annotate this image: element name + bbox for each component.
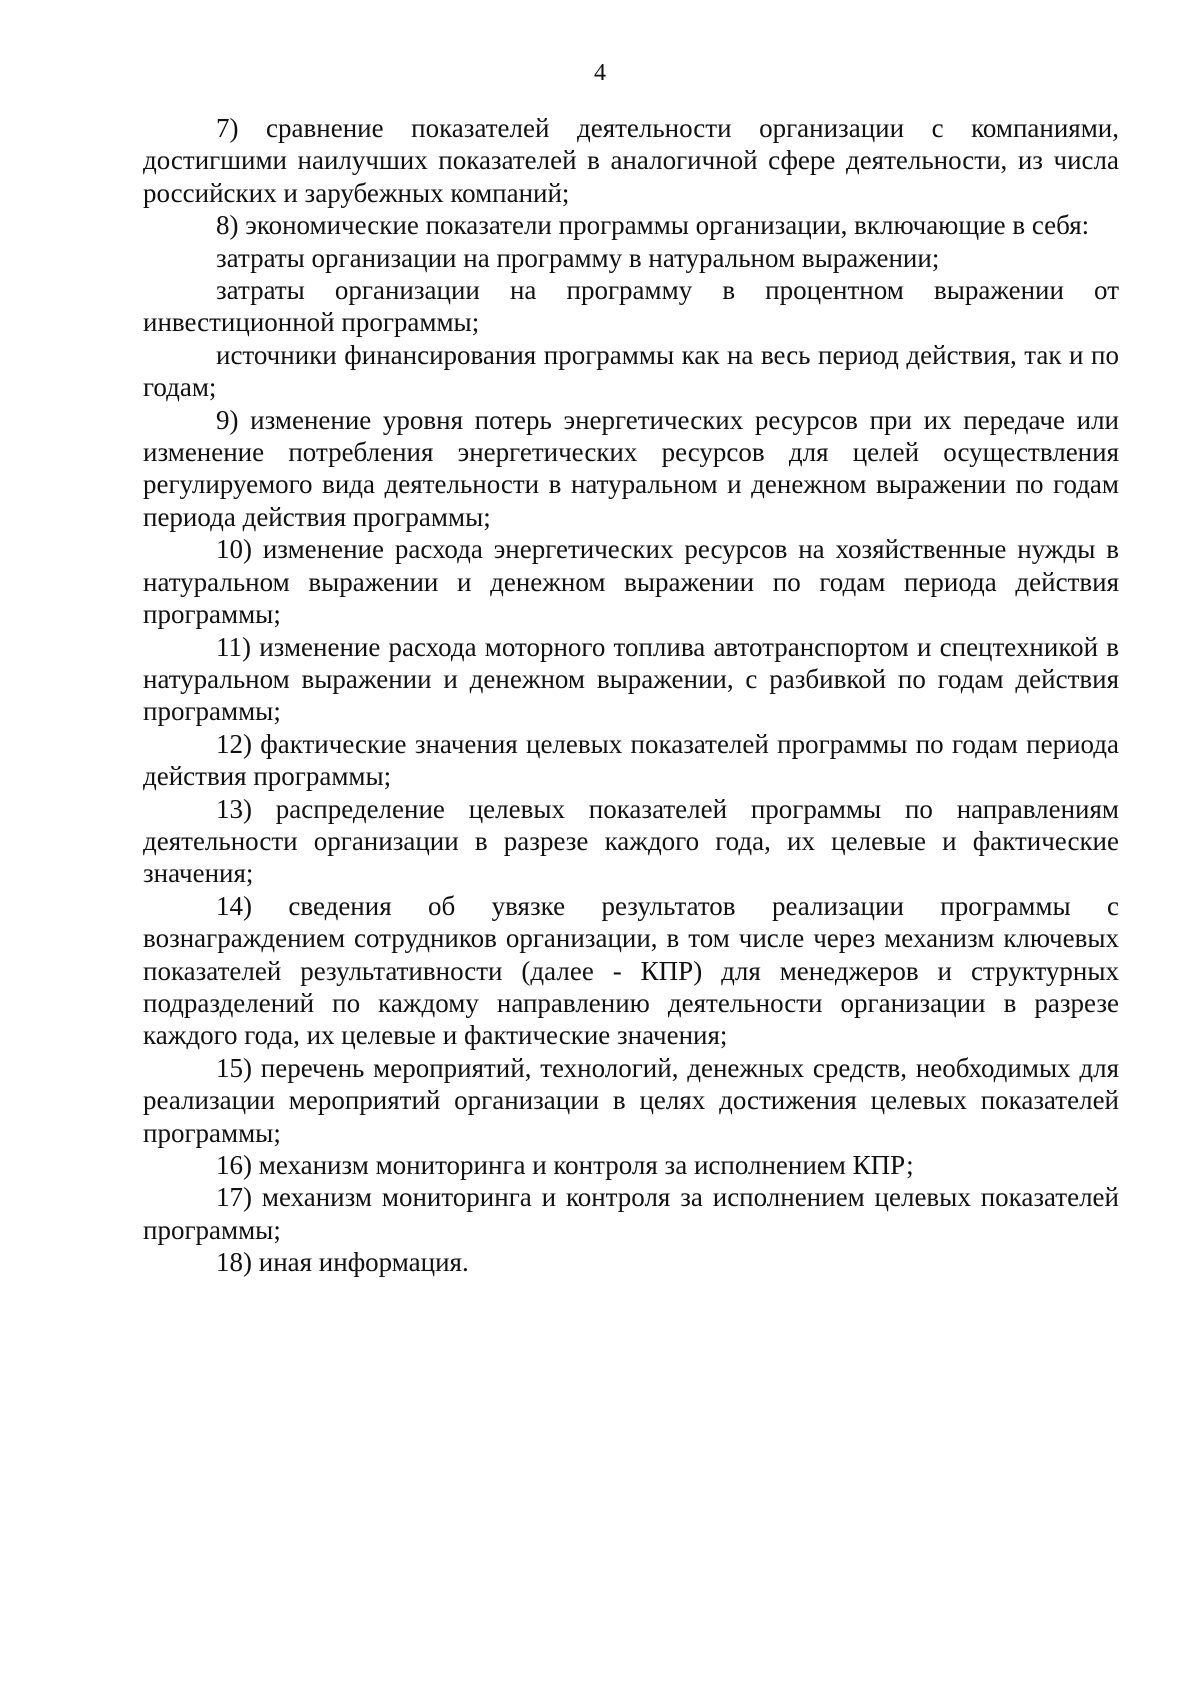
paragraph-item-18: 18) иная информация. (216, 1247, 469, 1278)
paragraph-item-17: 17) механизм мониторинга и контроля за исполнением целевых показателей программы; (143, 1182, 1119, 1245)
paragraph-item-9: 9) изменение уровня потерь энергетических ресурсов при их передаче или изменение потребления энергетических ресурсов для целей осуществления регулируемого вида деятельности в натуральном и денежном выражении по годам периода действия программы; (143, 404, 1119, 532)
paragraph-costs-percent: затраты организации на программу в процентном выражении от инвестиционной программы; (143, 275, 1119, 338)
paragraph-item-13: 13) распределение целевых показателей программы по направлениям деятельности организации в разрезе каждого года, их целевые и фактические значения; (143, 793, 1119, 889)
paragraph-item-16: 16) механизм мониторинга и контроля за исполнением КПР; (216, 1150, 914, 1180)
paragraph-item-10: 10) изменение расхода энергетических ресурсов на хозяйственные нужды в натуральном выражении и денежном выражении по годам периода действия программы; (143, 534, 1119, 630)
paragraph-item-8: 8) экономические показатели программы организации, включающие в себя: (216, 210, 1090, 241)
paragraph-item-14: 14) сведения об увязке результатов реализации программы с вознаграждением сотрудников организации, в том числе через механизм ключевых показателей результативности (далее - КПР) для менеджеров и структурных подразделений по каждому направлению деятельности организации в разрезе каждого года, их целевые и фактические значения; (143, 890, 1119, 1051)
paragraph-funding-sources: источники финансирования программы как на весь период действия, так и по годам; (143, 339, 1119, 403)
paragraph-item-15: 15) перечень мероприятий, технологий, денежных средств, необходимых для реализации мероприятий организации в целях достижения целевых показателей программы; (143, 1052, 1119, 1148)
paragraph-costs-natural: затраты организации на программу в натуральном выражении; (216, 242, 940, 273)
paragraph-item-12: 12) фактические значения целевых показателей программы по годам периода действия программы; (143, 728, 1119, 792)
paragraph-item-11: 11) изменение расхода моторного топлива автотранспортом и спецтехникой в натуральном выражении и денежном выражении, с разбивкой по годам действия программы; (143, 631, 1119, 727)
page-number: 4 (594, 60, 606, 86)
document-body (143, 112, 1119, 1279)
paragraph-item-7: 7) сравнение показателей деятельности организации с компаниями, достигшими наилучших показателей в аналогичной сфере деятельности, из числа российских и зарубежных компаний; (143, 113, 1119, 208)
